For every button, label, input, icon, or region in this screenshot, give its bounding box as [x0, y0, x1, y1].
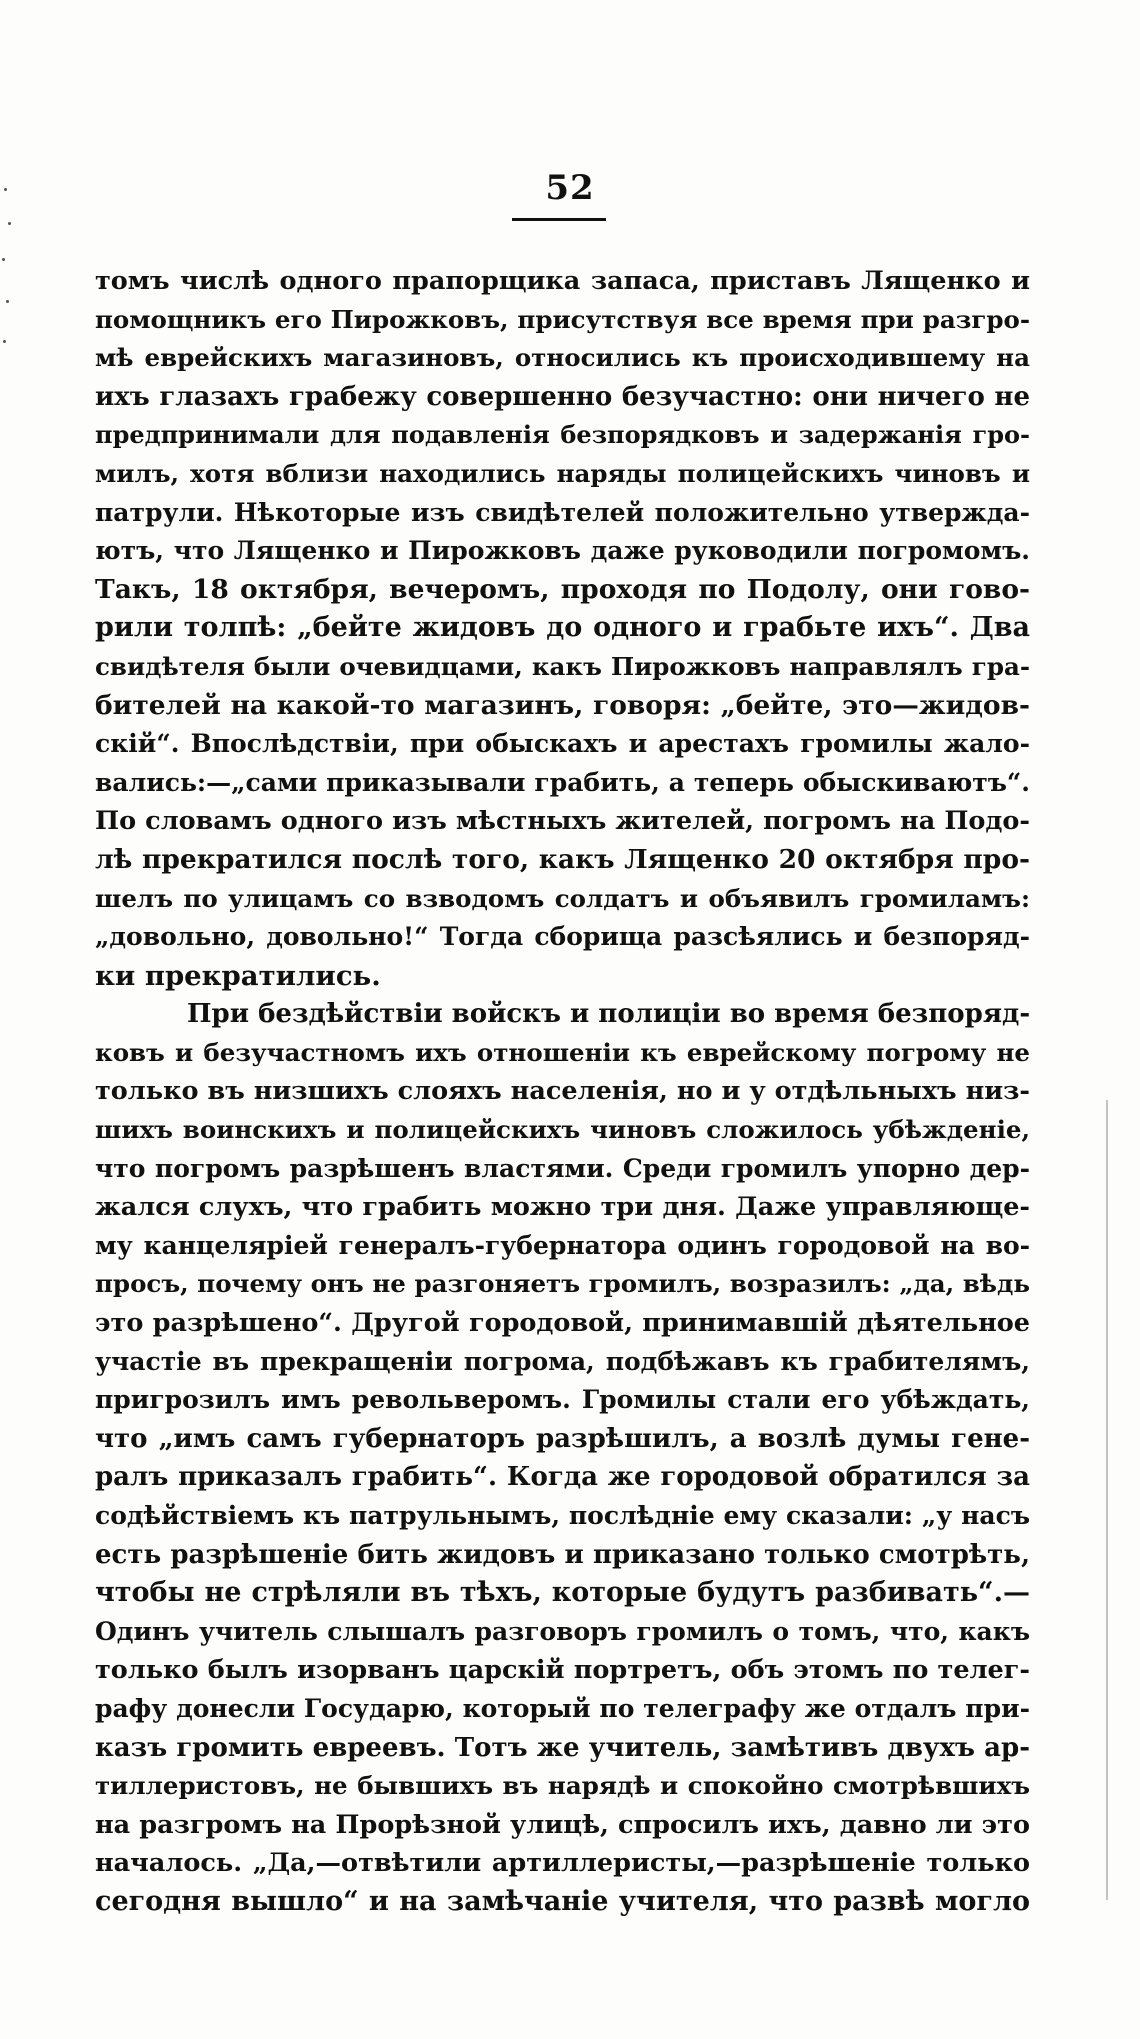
text-line: ковъ и безучастномъ ихъ отношеніи къ еврейскому погрому не — [95, 1037, 1030, 1067]
text-line: Такъ, 18 октября, вечеромъ, проходя по Подолу, они гово- — [95, 573, 1030, 605]
text-line: мѣ еврейскихъ магазиновъ, относились къ происходившему на — [95, 343, 1030, 373]
text-line: ки прекратились. — [95, 959, 381, 992]
text-line: участіе въ прекращеніи погрома, подбѣжавъ къ грабителямъ, — [95, 1346, 1030, 1376]
text-line: это разрѣшено“. Другой городовой, принимавшій дѣятельное — [95, 1308, 1030, 1339]
text-line: ралъ приказалъ грабить“. Когда же городовой обратился за — [95, 1462, 1030, 1493]
text-line: просъ, почему онъ не разгоняетъ громилъ, возразилъ: „да, вѣдь — [95, 1269, 1030, 1299]
text-line: Одинъ учитель слышалъ разговоръ громилъ о томъ, что, какъ — [95, 1616, 1030, 1646]
scan-edge-line — [1106, 1100, 1108, 1900]
scan-margin-marks — [0, 180, 14, 380]
text-line: что погромъ разрѣшенъ властями. Среди громилъ упорно дер- — [95, 1153, 1030, 1183]
text-line: есть разрѣшеніе бить жидовъ и приказано только смотрѣть, — [95, 1539, 1030, 1570]
text-line: пригрозилъ имъ револьверомъ. Громилы стали его убѣждать, — [95, 1385, 1030, 1415]
text-line: только былъ изорванъ царскій портретъ, объ этомъ по телег- — [95, 1655, 1030, 1686]
paragraph-2 — [95, 995, 1030, 1921]
text-line: шелъ по улицамъ со взводомъ солдатъ и объявилъ громиламъ: — [95, 883, 1030, 913]
text-line: только въ низшихъ слояхъ населенія, но и у отдѣльныхъ низ- — [95, 1076, 1030, 1107]
paragraph-1 — [95, 262, 1030, 995]
text-line: предпринимали для подавленія безпорядковъ и задержанія гро- — [95, 420, 1030, 450]
text-line: шихъ воинскихъ и полицейскихъ чиновъ сложилось убѣжденіе, — [95, 1115, 1030, 1145]
text-line: рили толпѣ: „бейте жидовъ до одного и грабьте ихъ“. Два — [95, 612, 1030, 644]
text-line: При бездѣйствіи войскъ и полиціи во время безпоряд- — [187, 999, 1031, 1030]
text-line: му канцеляріей генералъ-губернатора одинъ городовой на во- — [95, 1230, 1030, 1260]
text-line: ихъ глазахъ грабежу совершенно безучастно: они ничего не — [95, 381, 1030, 412]
text-line: скій“. Впослѣдствіи, при обыскахъ и арестахъ громилы жало- — [95, 729, 1030, 759]
text-line: томъ числѣ одного прапорщика запаса, приставъ Лященко и — [95, 266, 1030, 296]
text-line: По словамъ одного изъ мѣстныхъ жителей, погромъ на Подо- — [95, 806, 1030, 837]
text-line: жался слухъ, что грабить можно три дня. Даже управляюще- — [95, 1192, 1030, 1223]
text-line: патрули. Нѣкоторые изъ свидѣтелей положительно утвержда- — [95, 497, 1030, 527]
text-line: тиллеристовъ, не бывшихъ въ нарядѣ и спокойно смотрѣвшихъ — [95, 1771, 1030, 1801]
text-line: рафу донесли Государю, который по телеграфу же отдалъ при- — [95, 1693, 1030, 1723]
text-line: помощникъ его Пирожковъ, присутствуя все время при разгро- — [95, 304, 1030, 334]
text-line: что „имъ самъ губернаторъ разрѣшилъ, а возлѣ думы гене- — [95, 1423, 1030, 1454]
text-line: вались:—„сами приказывали грабить, а теперь обыскиваютъ“. — [95, 767, 1030, 797]
text-line: на разгромъ на Прорѣзной улицѣ, спросилъ ихъ, давно ли это — [95, 1809, 1030, 1840]
text-line: сегодня вышло“ и на замѣчаніе учителя, что развѣ могло — [95, 1885, 1030, 1917]
text-line: милъ, хотя вблизи находились наряды полицейскихъ чиновъ и — [95, 458, 1030, 488]
body-text — [95, 262, 1030, 1922]
text-line: казъ громить евреевъ. Тотъ же учитель, замѣтивъ двухъ ар- — [95, 1732, 1030, 1763]
text-line: свидѣтеля были очевидцами, какъ Пирожковъ направлялъ гра- — [95, 651, 1030, 681]
text-line: чтобы не стрѣляли въ тѣхъ, которые будутъ разбивать“.— — [95, 1577, 1030, 1609]
page-number: 52 — [545, 168, 595, 208]
text-line: началось. „Да,—отвѣтили артиллеристы,—разрѣшеніе только — [95, 1848, 1030, 1879]
text-line: бителей на какой-то магазинъ, говоря: „бейте, это—жидов- — [95, 689, 1030, 721]
text-line: лѣ прекратился послѣ того, какъ Лященко 20 октября про- — [95, 843, 1030, 875]
text-line: содѣйствіемъ къ патрульнымъ, послѣдніе ему сказали: „у насъ — [95, 1501, 1030, 1530]
page-number-underline — [512, 218, 606, 221]
text-line: „довольно, довольно!“ Тогда сборища разсѣялись и безпоряд- — [95, 922, 1030, 952]
text-line: ютъ, что Лященко и Пирожковъ даже руководили погромомъ. — [95, 536, 1030, 566]
